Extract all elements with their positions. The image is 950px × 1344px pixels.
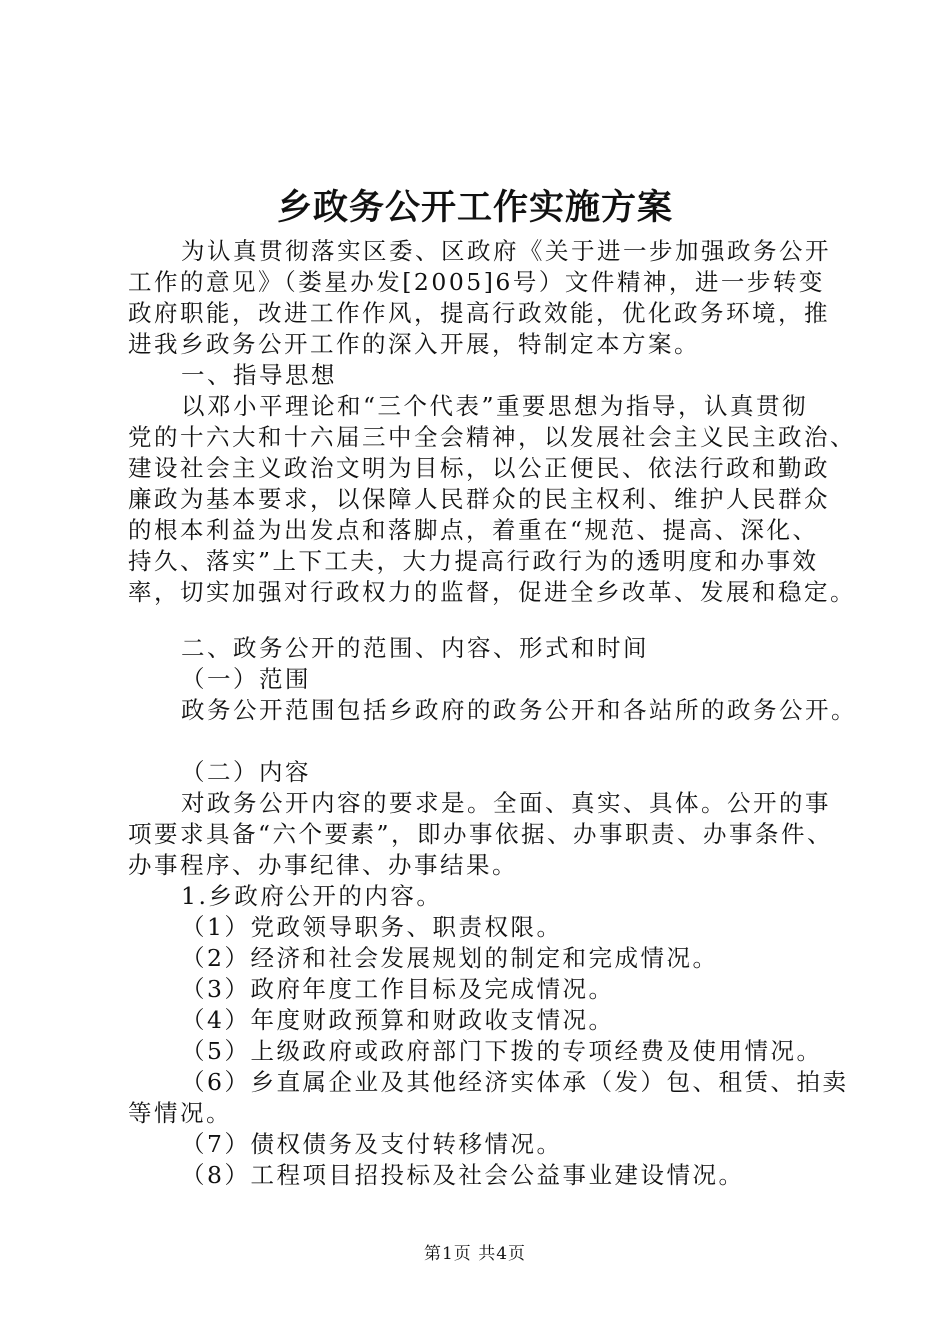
list-item-continued: 等情况。	[128, 1099, 232, 1127]
list-item: （8）工程项目招投标及社会公益事业建设情况。	[181, 1161, 745, 1189]
document-title: 乡政务公开工作实施方案	[276, 187, 673, 228]
body-line: 工作的意见》（娄星办发[2005]6号）文件精神，进一步转变	[128, 268, 825, 296]
section-heading: 二、政务公开的范围、内容、形式和时间	[181, 634, 649, 662]
body-line: 为认真贯彻落实区委、区政府《关于进一步加强政务公开	[181, 237, 831, 265]
list-item: （6）乡直属企业及其他经济实体承（发）包、租赁、拍卖	[181, 1068, 849, 1096]
body-line: 廉政为基本要求，以保障人民群众的民主权利、维护人民群众	[128, 485, 830, 513]
body-line: 以邓小平理论和“三个代表”重要思想为指导，认真贯彻	[181, 392, 809, 420]
list-item: （4）年度财政预算和财政收支情况。	[181, 1006, 615, 1034]
body-line: 项要求具备“六个要素”，即办事依据、办事职责、办事条件、	[128, 820, 834, 848]
page-number-footer: 第1页 共4页	[423, 1244, 527, 1264]
body-line: 率，切实加强对行政权力的监督，促进全乡改革、发展和稳定。	[128, 578, 856, 606]
list-item: （2）经济和社会发展规划的制定和完成情况。	[181, 944, 719, 972]
list-item: （5）上级政府或政府部门下拨的专项经费及使用情况。	[181, 1037, 823, 1065]
list-item: （1）党政领导职务、职责权限。	[181, 913, 563, 941]
body-line: 对政务公开内容的要求是。全面、真实、具体。公开的事	[181, 789, 831, 817]
list-item: （3）政府年度工作目标及完成情况。	[181, 975, 615, 1003]
body-line: 政府职能，改进工作作风，提高行政效能，优化政务环境，推	[128, 299, 830, 327]
subsection-heading: （一）范围	[181, 665, 311, 693]
body-line: 党的十六大和十六届三中全会精神，以发展社会主义民主政治、	[128, 423, 856, 451]
body-line: 建设社会主义政治文明为目标，以公正便民、依法行政和勤政	[128, 454, 830, 482]
body-line: 政务公开范围包括乡政府的政务公开和各站所的政务公开。	[181, 696, 857, 724]
body-line: 办事程序、办事纪律、办事结果。	[128, 851, 518, 879]
body-line: 的根本利益为出发点和落脚点，着重在“规范、提高、深化、	[128, 516, 819, 544]
list-heading: 1.乡政府公开的内容。	[181, 882, 443, 910]
body-line: 持久、落实”上下工夫，大力提高行政行为的透明度和办事效	[128, 547, 819, 575]
section-heading: 一、指导思想	[181, 361, 337, 389]
body-line: 进我乡政务公开工作的深入开展，特制定本方案。	[128, 330, 700, 358]
subsection-heading: （二）内容	[181, 758, 311, 786]
list-item: （7）债权债务及支付转移情况。	[181, 1130, 563, 1158]
